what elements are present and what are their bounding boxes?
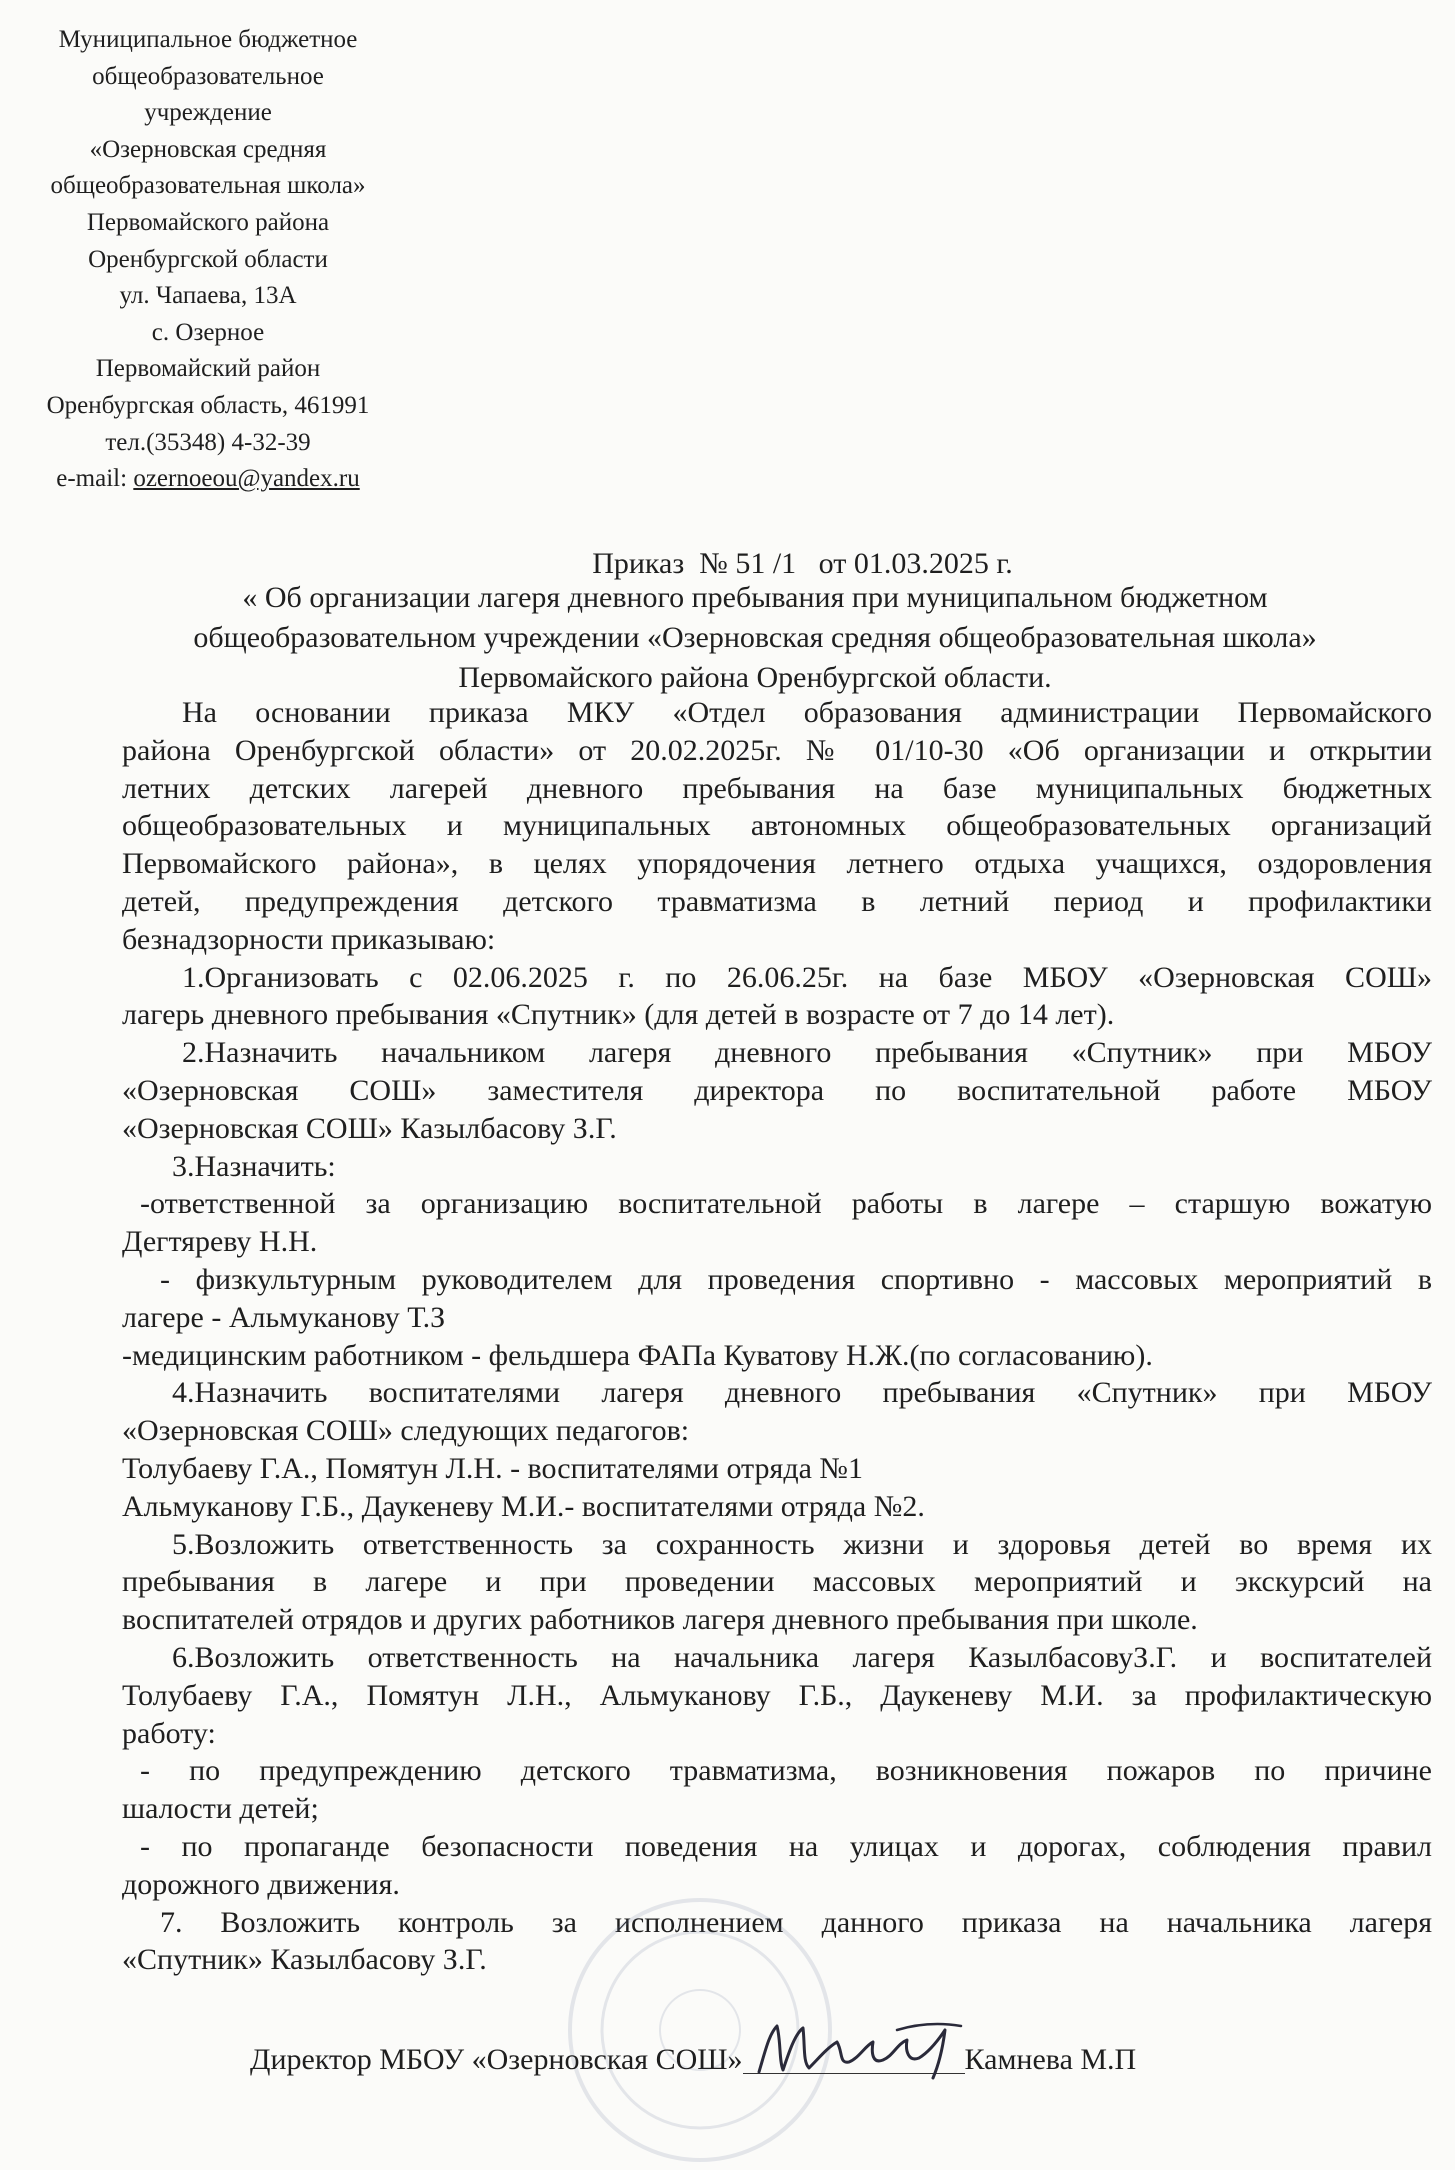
order-body [122,694,1432,1979]
text-line: детей, предупреждения детского травматизма в летний период и профилактики [122,884,1432,918]
preamble-paragraph [122,694,1432,959]
text-line: летних детских лагерей дневного пребывания на базе муниципальных бюджетных [122,771,1432,805]
text-line: 3.Назначить: [172,1149,336,1183]
text-line: - по пропаганде безопасности поведения на улицах и дорогах, соблюдения правил [140,1829,1432,1863]
text-line: общеобразовательных и муниципальных автономных общеобразовательных организаций [122,809,1432,843]
text-line: 2.Назначить начальником лагеря дневного пребывания «Спутник» при МБОУ [182,1036,1432,1070]
item-6 [122,1639,1432,1904]
text-line: «Спутник» Казылбасову З.Г. [122,1943,487,1977]
director-name: Камнева М.П [964,2043,1137,2076]
letterhead-line: Первомайский район [95,355,321,383]
letterhead-line: Муниципальное бюджетное [58,26,358,53]
item-4 [122,1374,1432,1525]
letterhead-line: общеобразовательное [92,62,324,90]
text-line: Толубаеву Г.А., Помятун Л.Н., Альмуканову Г.Б., Даукеневу М.И. за профилактическую [122,1678,1432,1712]
text-line: 1.Организовать с 02.06.2025 г. по 26.06.25г. на базе МБОУ «Озерновская СОШ» [182,960,1432,994]
text-line: - физкультурным руководителем для проведения спортивно - массовых мероприятий в [160,1262,1432,1296]
letterhead-line: Первомайского района [86,208,330,236]
item-2 [122,1034,1432,1147]
item-1 [122,959,1432,1035]
text-line: «Озерновская СОШ» заместителя директора по воспитательной работе МБОУ [122,1073,1432,1107]
signature-row [250,2040,1136,2080]
text-line: 5.Возложить ответственность за сохранность жизни и здоровья детей во время их [172,1527,1432,1561]
text-line: Дегтяреву Н.Н. [122,1225,318,1259]
subject-line: « Об организации лагеря дневного пребывания при муниципальном бюджетном [242,581,1268,614]
text-line: -медицинским работником - фельдшера ФАПа Куватову Н.Ж.(по согласованию). [122,1338,1153,1372]
handwritten-signature-icon [747,2012,967,2084]
letterhead-line: учреждение [144,99,272,127]
text-line: лагерь дневного пребывания «Спутник» (для детей в возрасте от 7 до 14 лет). [122,998,1115,1032]
email-label: e-mail: [56,465,134,493]
order-number: Приказ № 51 /1 от 01.03.2025 г. [592,547,1013,580]
subject-line: общеобразовательном учреждении «Озерновская средняя общеобразовательная школа» [193,621,1317,654]
letterhead-email-line [18,461,398,498]
letterhead [18,22,398,498]
letterhead-line: Оренбургская область, 461991 [46,391,370,419]
text-line: безнадзорности приказываю: [122,922,496,956]
text-line: «Озерновская СОШ» Казылбасову З.Г. [122,1111,617,1145]
order-subject [110,578,1400,698]
email-link[interactable]: ozernoeou@yandex.ru [133,465,360,493]
item-3 [122,1148,1432,1375]
letterhead-line: «Озерновская средняя [89,135,327,163]
text-line: дорожного движения. [122,1867,400,1901]
text-line: работу: [122,1716,216,1750]
director-position: Директор МБОУ «Озерновская СОШ» [250,2043,743,2076]
letterhead-line: ул. Чапаева, 13А [119,282,297,310]
text-line: -ответственной за организацию воспитательной работы в лагере – старшую вожатую [140,1187,1432,1221]
text-line: 4.Назначить воспитателями лагеря дневного пребывания «Спутник» при МБОУ [172,1376,1432,1410]
signature-field [743,2040,965,2080]
text-line: лагере - Альмуканову Т.З [122,1300,446,1334]
text-line: 7. Возложить контроль за исполнением данного приказа на начальника лагеря [160,1905,1432,1939]
subject-line: Первомайского района Оренбургской области. [458,661,1052,694]
letterhead-line: общеобразовательная школа» [50,172,366,200]
text-line: 6.Возложить ответственность на начальника лагеря КазылбасовуЗ.Г. и воспитателей [172,1640,1432,1674]
text-line: Альмуканову Г.Б., Даукеневу М.И.- воспитателями отряда №2. [122,1489,925,1523]
text-line: - по предупреждению детского травматизма, возникновения пожаров по причине [140,1754,1432,1788]
text-line: района Оренбургской области» от 20.02.2025г. № 01/10-30 «Об организации и открытии [122,733,1432,767]
text-line: Толубаеву Г.А., Помятун Л.Н. - воспитателями отряда №1 [122,1451,864,1485]
text-line: шалости детей; [122,1792,319,1826]
text-line: пребывания в лагере и при проведении массовых мероприятий и экскурсий на [122,1565,1432,1599]
item-5 [122,1526,1432,1639]
text-line: Первомайского района», в целях упорядочения летнего отдыха учащихся, оздоровления [122,847,1432,881]
letterhead-line: с. Озерное [151,318,265,346]
text-line: «Озерновская СОШ» следующих педагогов: [122,1414,690,1448]
letterhead-line: тел.(35348) 4-32-39 [105,428,311,456]
letterhead-line: Оренбургской области [88,245,328,273]
text-line: воспитателей отрядов и других работников лагеря дневного пребывания при школе. [122,1603,1198,1637]
text-line: На основании приказа МКУ «Отдел образования администрации Первомайского [182,696,1432,729]
